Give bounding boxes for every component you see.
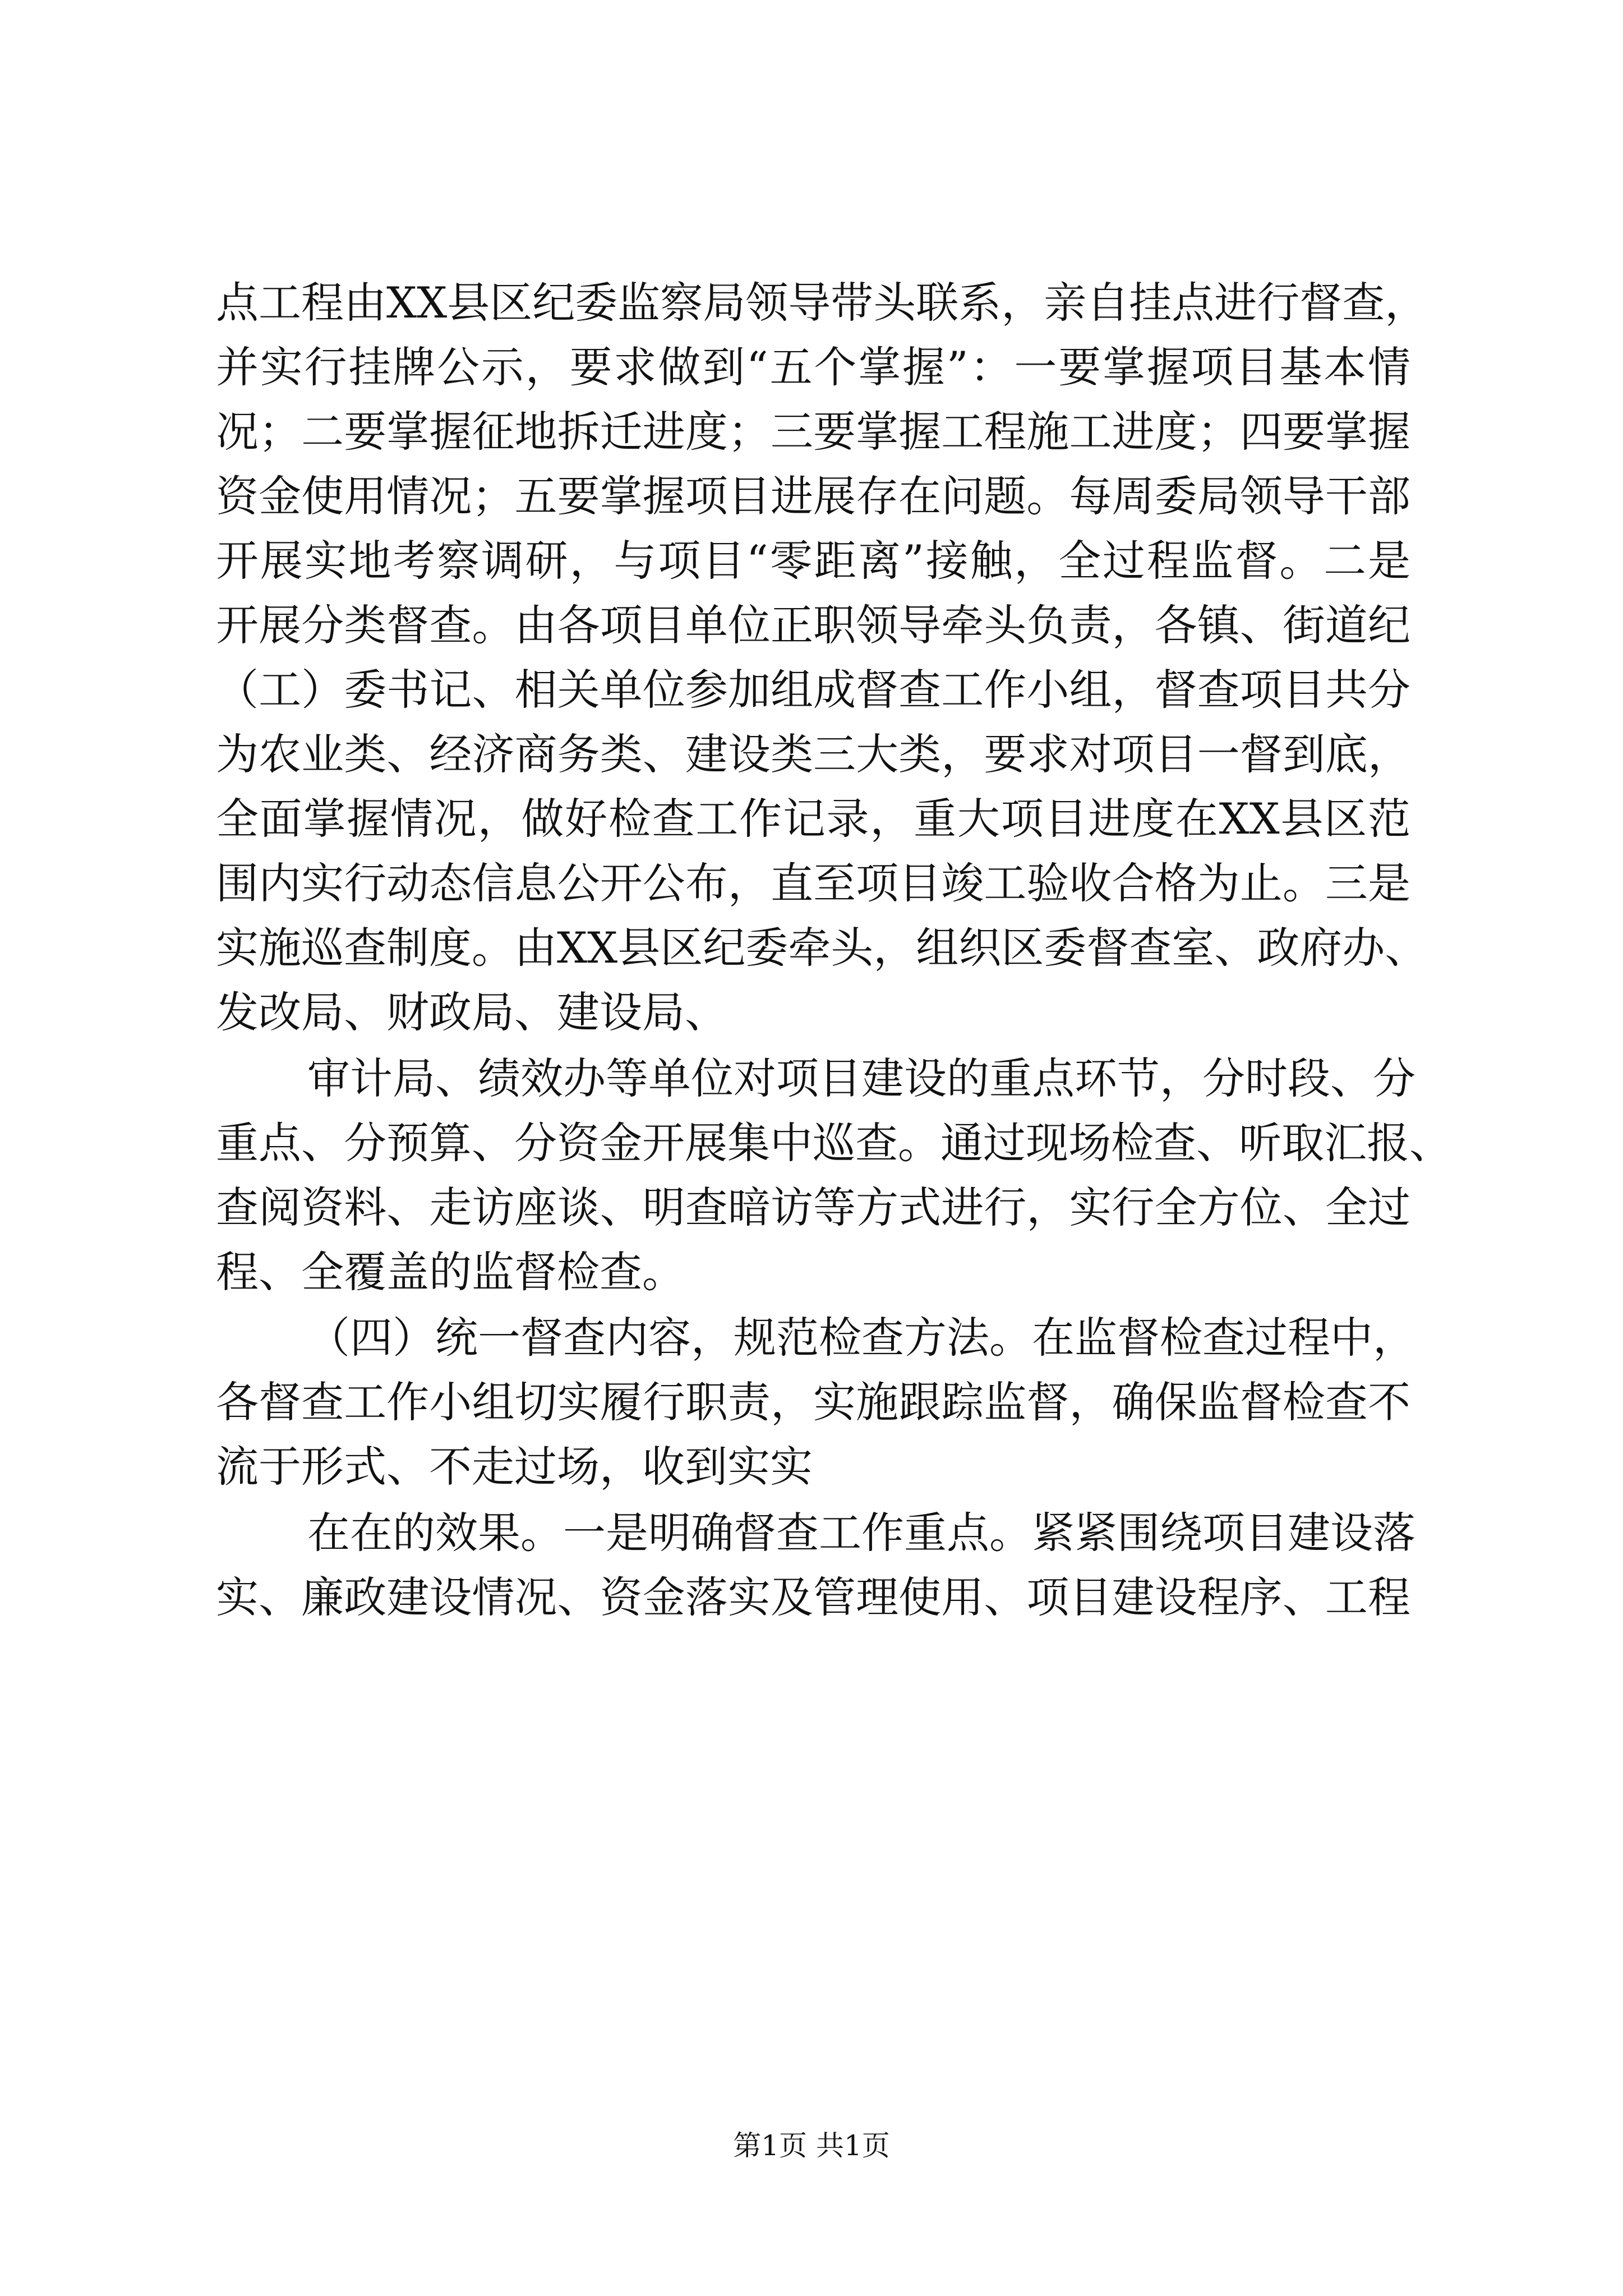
paragraph-line: 并实行挂牌公示，要求做到“五个掌握”：一要掌握项目基本情 xyxy=(216,342,1410,392)
paragraph-line: 程、全覆盖的监督检查。 xyxy=(216,1247,685,1297)
paragraph-line: 开展分类督查。由各项目单位正职领导牵头负责，各镇、街道纪 xyxy=(216,600,1410,650)
paragraph-line: 围内实行动态信息公开公布，直至项目竣工验收合格为止。三是 xyxy=(216,858,1410,908)
paragraph-line: 况；二要掌握征地拆迁进度；三要掌握工程施工进度；四要掌握 xyxy=(216,407,1410,457)
paragraph-line: 重点、分预算、分资金开展集中巡查。通过现场检查、听取汇报、 xyxy=(216,1118,1452,1168)
paragraph-line: 发改局、财政局、建设局、 xyxy=(216,987,727,1037)
paragraph-line: 点工程由XX县区纪委监察局领导带头联系，亲自挂点进行督查， xyxy=(216,278,1428,328)
paragraph-line: 实施巡查制度。由XX县区纪委牵头，组织区委督查室、政府办、 xyxy=(216,923,1428,973)
paragraph-line: （工）委书记、相关单位参加组成督查工作小组，督查项目共分 xyxy=(216,665,1410,715)
paragraph-line: 查阅资料、走访座谈、明查暗访等方式进行，实行全方位、全过 xyxy=(216,1182,1410,1232)
page-footer: 第1页 共1页 xyxy=(733,2129,890,2162)
paragraph-line: 全面掌握情况，做好检查工作记录，重大项目进度在XX县区范 xyxy=(216,794,1410,844)
paragraph-line: （四）统一督查内容，规范检查方法。在监督检查过程中， xyxy=(307,1313,1415,1363)
paragraph-line: 实、廉政建设情况、资金落实及管理使用、项目建设程序、工程 xyxy=(216,1572,1410,1622)
paragraph-line: 为农业类、经济商务类、建设类三大类，要求对项目一督到底， xyxy=(216,729,1410,779)
paragraph-line: 审计局、绩效办等单位对项目建设的重点环节，分时段、分 xyxy=(307,1053,1415,1103)
paragraph-line: 流于形式、不走过场，收到实实 xyxy=(216,1442,813,1492)
paragraph-line: 各督查工作小组切实履行职责，实施跟踪监督，确保监督检查不 xyxy=(216,1377,1410,1427)
paragraph-line: 资金使用情况；五要掌握项目进展存在问题。每周委局领导干部 xyxy=(216,471,1410,521)
paragraph-line: 开展实地考察调研，与项目“零距离”接触，全过程监督。二是 xyxy=(216,536,1410,586)
paragraph-line: 在在的效果。一是明确督查工作重点。紧紧围绕项目建设落 xyxy=(307,1508,1415,1558)
